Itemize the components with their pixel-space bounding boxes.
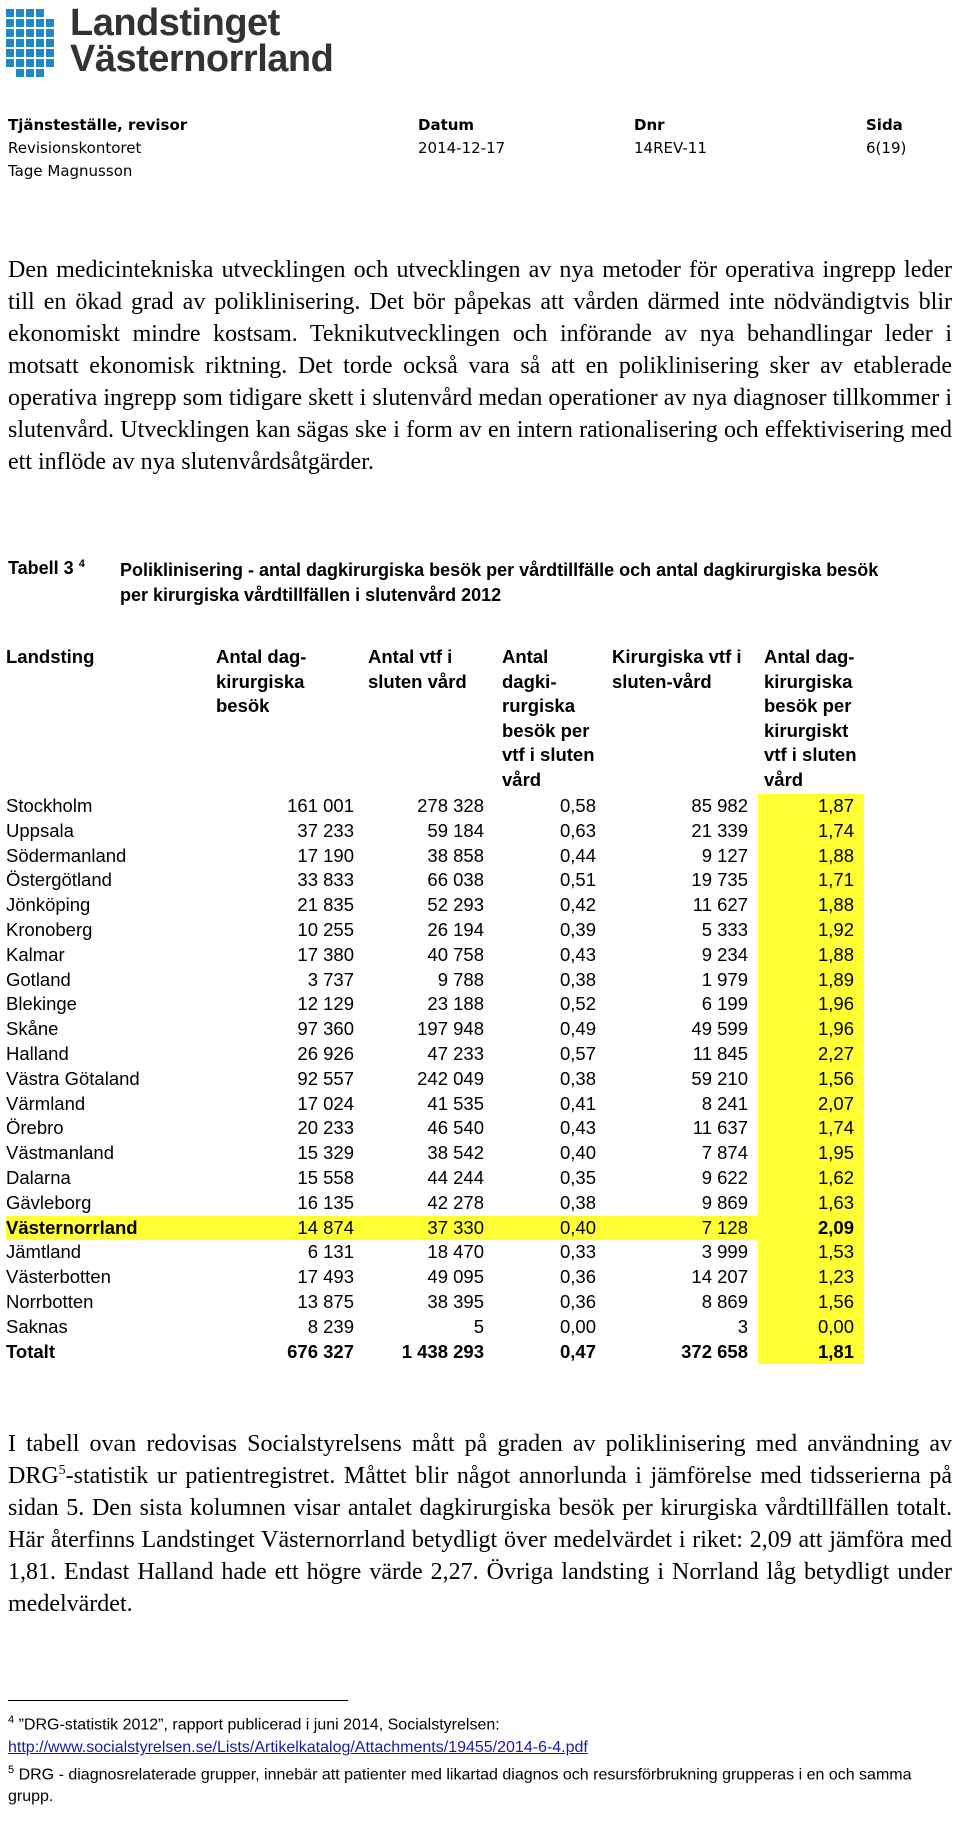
table-row: [6, 893, 864, 918]
cell-kirurgiska-vtf: 11 637: [692, 1117, 748, 1139]
footnote-5: [8, 1760, 952, 1806]
cell-landsting: Blekinge: [6, 993, 77, 1015]
cell-vtf-sluten-vard: 18 470: [427, 1241, 484, 1263]
cell-besok-per-kirurgiskt-vtf: 1,95: [758, 1141, 864, 1166]
table-row: [6, 868, 864, 893]
footnote-4-number: 4: [8, 1714, 15, 1726]
cell-besok-per-kirurgiskt-vtf: 1,63: [758, 1191, 864, 1216]
table-caption-footnote-ref: 4: [78, 558, 85, 570]
header-page-value: 6(19): [866, 139, 907, 157]
cell-besok-per-kirurgiskt-vtf: 1,62: [758, 1166, 864, 1191]
cell-kirurgiska-vtf: 11 627: [692, 894, 748, 916]
cell-vtf-sluten-vard: 38 858: [427, 844, 484, 866]
cell-landsting: Norrbotten: [6, 1290, 94, 1312]
col-header-vtf-sluten-vard: Antal vtf i sluten vård: [368, 646, 467, 692]
cell-besok-per-vtf: 0,38: [559, 968, 596, 990]
header-dnr-value: 14REV-11: [634, 139, 707, 157]
cell-kirurgiska-vtf: 21 339: [691, 819, 748, 841]
col-header-kirurgiska-vtf: Kirurgiska vtf i sluten-vård: [612, 646, 742, 692]
cell-vtf-sluten-vard: 40 758: [427, 943, 484, 965]
cell-landsting: Gävleborg: [6, 1191, 92, 1213]
cell-kirurgiska-vtf: 49 599: [691, 1018, 748, 1040]
cell-besok-per-vtf: 0,42: [559, 894, 596, 916]
col-header-dagkirurgiska-besok: Antal dag-kirurgiska besök: [216, 646, 307, 716]
cell-besok-per-kirurgiskt-vtf: 1,74: [758, 819, 864, 844]
cell-dagkirurgiska-besok: 33 833: [297, 869, 354, 891]
col-header-besok-per-kirurgiskt-vtf: Antal dag-kirurgiska besök per kirurgiskt vtf i sluten vård: [764, 646, 857, 790]
table-row: [6, 1240, 864, 1265]
cell-besok-per-vtf: 0,44: [559, 844, 596, 866]
cell-dagkirurgiska-besok: 14 874: [212, 1216, 364, 1241]
cell-besok-per-vtf: 0,63: [559, 819, 596, 841]
cell-kirurgiska-vtf: 9 234: [701, 943, 748, 965]
cell-dagkirurgiska-besok: 3 737: [307, 968, 354, 990]
cell-landsting: Gotland: [6, 968, 71, 990]
cell-landsting: Östergötland: [6, 869, 112, 891]
cell-landsting: Västra Götaland: [6, 1067, 140, 1089]
cell-besok-per-vtf: 0,38: [559, 1191, 596, 1213]
cell-landsting: Västernorrland: [6, 1216, 212, 1241]
cell-vtf-sluten-vard: 197 948: [417, 1018, 484, 1040]
table-row: [6, 968, 864, 993]
cell-dagkirurgiska-besok: 37 233: [297, 819, 354, 841]
analysis-paragraph: [8, 1428, 952, 1620]
logo-wordmark: [70, 2, 334, 80]
cell-vtf-sluten-vard: 41 535: [427, 1092, 484, 1114]
table-row: [6, 1265, 864, 1290]
cell-kirurgiska-vtf: 19 735: [691, 869, 748, 891]
cell-vtf-sluten-vard: 66 038: [427, 869, 484, 891]
poliklinisering-table: [6, 645, 864, 1364]
table-caption-text: Poliklinisering - antal dagkirurgiska besök per vårdtillfälle och antal dagkirurgiska besök per kirurgiska vårdtillfällen i slutenvård 2012: [120, 560, 879, 605]
analysis-footnote-ref: 5: [58, 1463, 66, 1478]
cell-landsting: Dalarna: [6, 1166, 71, 1188]
cell-dagkirurgiska-besok: 17 190: [297, 844, 354, 866]
cell-kirurgiska-vtf: 8 241: [701, 1092, 748, 1114]
cell-besok-per-kirurgiskt-vtf: 1,88: [758, 943, 864, 968]
cell-besok-per-vtf: 0,52: [559, 993, 596, 1015]
cell-besok-per-vtf: 0,39: [559, 918, 596, 940]
cell-vtf-sluten-vard: 52 293: [427, 894, 484, 916]
cell-besok-per-kirurgiskt-vtf: 1,56: [758, 1067, 864, 1092]
cell-besok-per-vtf: 0,36: [559, 1266, 596, 1288]
table-row: [6, 1092, 864, 1117]
intro-paragraph: Den medicintekniska utvecklingen och utvecklingen av nya metoder för operativa ingrepp leder till en ökad grad av poliklinisering. Det bör påpekas att vården därmed inte nödvändigtvis blir ekonomiskt mindre kostsam. Teknikutvecklingen och införande av nya behandlingar leder i motsatt ekonomisk riktning. Det torde också vara så att en poliklinisering sker av etablerade operativa ingrepp som tidigare skett i slutenvård medan operationer av nya diagnoser tillkommer i slutenvård. Utvecklingen kan sägas ske i form av en intern rationalisering och effektivisering med ett inflöde av nya slutenvårdsåtgärder.: [8, 257, 952, 475]
cell-landsting: Västerbotten: [6, 1266, 111, 1288]
cell-vtf-sluten-vard: 5: [473, 1315, 484, 1337]
header-date-block: [418, 114, 505, 160]
cell-kirurgiska-vtf: 8 869: [701, 1290, 748, 1312]
table-row: [6, 819, 864, 844]
cell-besok-per-vtf: 0,58: [559, 795, 596, 816]
cell-vtf-sluten-vard: 42 278: [427, 1191, 484, 1213]
header-date-label: Datum: [418, 116, 475, 134]
cell-vtf-sluten-vard: 47 233: [427, 1042, 484, 1064]
cell-dagkirurgiska-besok: 8 239: [307, 1315, 354, 1337]
cell-dagkirurgiska-besok: 12 129: [297, 993, 354, 1015]
cell-landsting: Örebro: [6, 1117, 64, 1139]
cell-kirurgiska-vtf: 5 333: [701, 918, 748, 940]
cell-kirurgiska-vtf: 11 845: [692, 1042, 748, 1064]
table-row: [6, 1290, 864, 1315]
cell-vtf-sluten-vard: 26 194: [427, 918, 484, 940]
cell-besok-per-kirurgiskt-vtf: 1,96: [758, 1017, 864, 1042]
cell-landsting: Jämtland: [6, 1241, 82, 1263]
cell-besok-per-vtf: 0,36: [559, 1290, 596, 1312]
table-row: [6, 844, 864, 869]
cell-vtf-sluten-vard: 242 049: [417, 1067, 484, 1089]
cell-dagkirurgiska-besok: 17 024: [297, 1092, 354, 1114]
cell-besok-per-kirurgiskt-vtf: 1,74: [758, 1116, 864, 1141]
cell-vtf-sluten-vard: 38 542: [427, 1142, 484, 1164]
cell-vtf-sluten-vard: 278 328: [417, 795, 484, 816]
header-page-label: Sida: [866, 116, 903, 134]
cell-besok-per-kirurgiskt-vtf: 0,00: [758, 1315, 864, 1340]
cell-landsting: Värmland: [6, 1092, 86, 1114]
cell-landsting: Kalmar: [6, 943, 65, 965]
cell-besok-per-kirurgiskt-vtf: 2,09: [758, 1216, 864, 1241]
cell-besok-per-kirurgiskt-vtf: 1,87: [758, 794, 864, 819]
cell-vtf-sluten-vard: 9 788: [437, 968, 484, 990]
cell-landsting: Västmanland: [6, 1142, 114, 1164]
logo-line-2: Västernorrland: [70, 38, 334, 80]
cell-kirurgiska-vtf: 9 127: [701, 844, 748, 866]
cell-kirurgiska-vtf: 14 207: [691, 1266, 748, 1288]
table-caption-label: Tabell 3: [8, 558, 74, 578]
cell-dagkirurgiska-besok: 17 493: [297, 1266, 354, 1288]
footnote-4-link[interactable]: http://www.socialstyrelsen.se/Lists/Artikelkatalog/Attachments/19455/2014-6-4.pdf: [8, 1739, 588, 1757]
cell-landsting: Kronoberg: [6, 918, 93, 940]
cell-landsting: Södermanland: [6, 844, 127, 866]
table-row: [6, 1141, 864, 1166]
cell-besok-per-vtf: 0,40: [494, 1216, 606, 1241]
cell-landsting: Saknas: [6, 1315, 68, 1337]
header-office-label: Tjänsteställe, revisor: [8, 116, 188, 134]
table-row: [6, 1166, 864, 1191]
table-row: [6, 1042, 864, 1067]
cell-besok-per-vtf: 0,38: [559, 1067, 596, 1089]
cell-dagkirurgiska-besok: 17 380: [297, 943, 354, 965]
cell-besok-per-kirurgiskt-vtf: 1,81: [758, 1340, 864, 1365]
footnote-4-text: ”DRG-statistik 2012”, rapport publicerad i juni 2014, Socialstyrelsen:: [14, 1716, 500, 1734]
analysis-text-part-1: I tabell ovan redovisas Socialstyrelsens mått på graden av poliklinisering med användning av DRG: [8, 1431, 952, 1489]
table-body: [6, 794, 864, 1364]
cell-vtf-sluten-vard: 38 395: [427, 1290, 484, 1312]
cell-besok-per-vtf: 0,43: [559, 943, 596, 965]
cell-vtf-sluten-vard: 49 095: [427, 1266, 484, 1288]
cell-besok-per-vtf: 0,41: [559, 1092, 596, 1114]
logo-line-1: Landstinget: [70, 2, 280, 44]
cell-besok-per-vtf: 0,57: [559, 1042, 596, 1064]
cell-besok-per-kirurgiskt-vtf: 2,27: [758, 1042, 864, 1067]
cell-landsting: Skåne: [6, 1018, 59, 1040]
cell-dagkirurgiska-besok: 20 233: [297, 1117, 354, 1139]
header-dnr-label: Dnr: [634, 116, 665, 134]
cell-dagkirurgiska-besok: 161 001: [287, 795, 354, 816]
cell-besok-per-kirurgiskt-vtf: 1,53: [758, 1240, 864, 1265]
cell-dagkirurgiska-besok: 13 875: [297, 1290, 354, 1312]
header-dnr-block: [634, 114, 707, 160]
cell-kirurgiska-vtf: 3: [737, 1315, 748, 1337]
footnote-5-text: DRG - diagnosrelaterade grupper, innebär att patienter med likartad diagnos och resursförbrukning grupperas i en och samma grupp.: [8, 1766, 912, 1805]
cell-kirurgiska-vtf: 6 199: [701, 993, 748, 1015]
cell-besok-per-vtf: 0,33: [559, 1241, 596, 1263]
cell-kirurgiska-vtf: 9 869: [701, 1191, 748, 1213]
cell-kirurgiska-vtf: 3 999: [701, 1241, 748, 1263]
cell-kirurgiska-vtf: 1 979: [701, 968, 748, 990]
cell-dagkirurgiska-besok: 10 255: [297, 918, 354, 940]
cell-landsting: Jönköping: [6, 894, 91, 916]
cell-besok-per-vtf: 0,00: [559, 1315, 596, 1337]
cell-besok-per-kirurgiskt-vtf: 1,56: [758, 1290, 864, 1315]
header-page-block: [866, 114, 906, 160]
table-row: [6, 1017, 864, 1042]
table-row: [6, 992, 864, 1017]
cell-besok-per-kirurgiskt-vtf: 1,92: [758, 918, 864, 943]
table-row: [6, 1216, 864, 1241]
col-header-landsting: Landsting: [6, 646, 95, 667]
cell-vtf-sluten-vard: 23 188: [427, 993, 484, 1015]
cell-kirurgiska-vtf: 7 128: [606, 1216, 758, 1241]
cell-besok-per-kirurgiskt-vtf: 1,71: [758, 868, 864, 893]
header-author: Tage Magnusson: [8, 162, 133, 180]
cell-kirurgiska-vtf: 9 622: [701, 1166, 748, 1188]
cell-vtf-sluten-vard: 44 244: [427, 1166, 484, 1188]
header-date-value: 2014-12-17: [418, 139, 506, 157]
cell-vtf-sluten-vard: 37 330: [364, 1216, 494, 1241]
cell-landsting: Uppsala: [6, 819, 74, 841]
cell-dagkirurgiska-besok: 21 835: [297, 894, 354, 916]
footnote-5-number: 5: [8, 1764, 15, 1777]
table-row: [6, 943, 864, 968]
cell-kirurgiska-vtf: 85 982: [691, 795, 748, 816]
table-header-row: [6, 645, 864, 794]
table-row: [6, 1116, 864, 1141]
table-total-row: [6, 1340, 864, 1365]
cell-besok-per-vtf: 0,49: [559, 1018, 596, 1040]
col-header-besok-per-vtf: Antal dagki-rurgiska besök per vtf i sluten vård: [502, 646, 595, 790]
table-row: [6, 1315, 864, 1340]
cell-besok-per-kirurgiskt-vtf: 1,88: [758, 844, 864, 869]
cell-landsting: Totalt: [6, 1340, 55, 1362]
cell-besok-per-vtf: 0,51: [559, 869, 596, 891]
analysis-text-part-2: -statistik ur patientregistret. Måttet blir något annorlunda i jämförelse med tidsserierna på sidan 5. Den sista kolumnen visar antalet dagkirurgiska besök per kirurgiska vårdtillfällen totalt. Här återfinns Landstinget Västernorrland betydligt över medelvärdet i riket: 2,09 att jämföra med 1,81. Endast Halland hade ett högre värde 2,27. Övriga landsting i Norrland låg betydligt under medelvärdet.: [8, 1463, 952, 1617]
cell-besok-per-vtf: 0,35: [559, 1166, 596, 1188]
logo-mark-icon: [6, 5, 64, 83]
cell-dagkirurgiska-besok: 15 558: [297, 1166, 354, 1188]
cell-vtf-sluten-vard: 1 438 293: [401, 1340, 484, 1362]
header-office-block: [8, 114, 187, 183]
cell-dagkirurgiska-besok: 26 926: [297, 1042, 354, 1064]
cell-besok-per-kirurgiskt-vtf: 1,88: [758, 893, 864, 918]
cell-dagkirurgiska-besok: 16 135: [297, 1191, 354, 1213]
cell-dagkirurgiska-besok: 6 131: [307, 1241, 354, 1263]
cell-dagkirurgiska-besok: 92 557: [297, 1067, 354, 1089]
table-row: [6, 1067, 864, 1092]
footnote-divider: [8, 1700, 348, 1701]
cell-besok-per-kirurgiskt-vtf: 1,96: [758, 992, 864, 1017]
cell-besok-per-kirurgiskt-vtf: 1,23: [758, 1265, 864, 1290]
cell-dagkirurgiska-besok: 676 327: [287, 1340, 354, 1362]
footnotes: [8, 1710, 952, 1809]
cell-kirurgiska-vtf: 372 658: [681, 1340, 748, 1362]
cell-kirurgiska-vtf: 7 874: [701, 1142, 748, 1164]
table-row: [6, 794, 864, 819]
organization-logo: [6, 2, 334, 85]
cell-landsting: Halland: [6, 1042, 69, 1064]
table-row: [6, 918, 864, 943]
footnote-4-link-line: [8, 1737, 952, 1758]
footnote-4: [8, 1710, 952, 1735]
cell-besok-per-kirurgiskt-vtf: 2,07: [758, 1092, 864, 1117]
header-office-value: Revisionskontoret: [8, 139, 142, 157]
cell-kirurgiska-vtf: 59 210: [691, 1067, 748, 1089]
cell-landsting: Stockholm: [6, 795, 93, 816]
cell-besok-per-vtf: 0,43: [559, 1117, 596, 1139]
cell-dagkirurgiska-besok: 97 360: [297, 1018, 354, 1040]
table-row: [6, 1191, 864, 1216]
cell-vtf-sluten-vard: 46 540: [427, 1117, 484, 1139]
cell-besok-per-kirurgiskt-vtf: 1,89: [758, 968, 864, 993]
cell-besok-per-vtf: 0,40: [559, 1142, 596, 1164]
table-caption-tag: [8, 558, 85, 579]
cell-dagkirurgiska-besok: 15 329: [297, 1142, 354, 1164]
cell-vtf-sluten-vard: 59 184: [427, 819, 484, 841]
cell-besok-per-vtf: 0,47: [559, 1340, 596, 1362]
